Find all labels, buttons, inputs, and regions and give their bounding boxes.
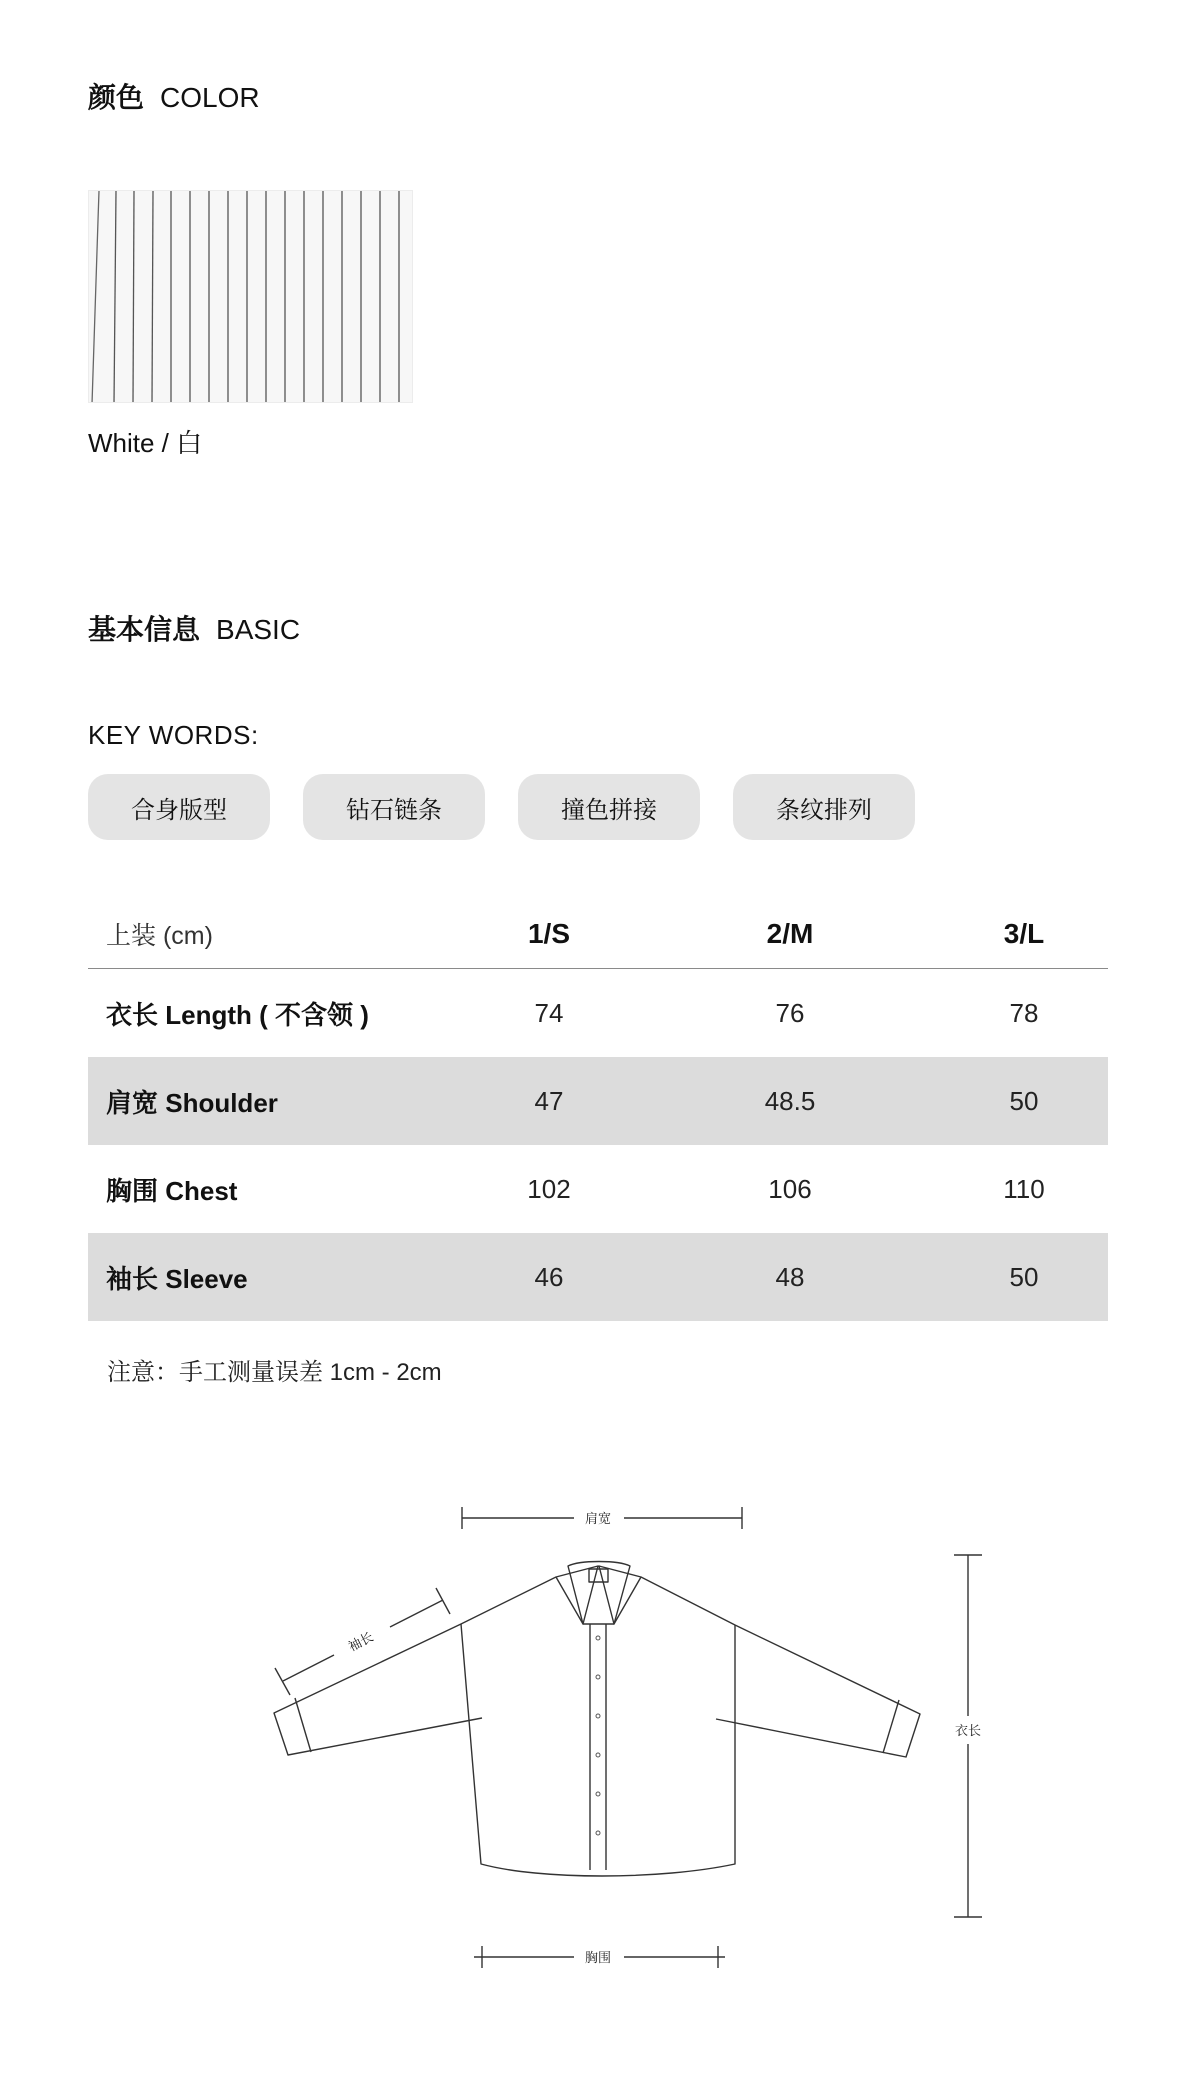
basic-section-title <box>88 608 300 648</box>
color-title-en: COLOR <box>160 82 260 113</box>
chest-label: 胸围 <box>584 1950 612 1965</box>
color-title-cn: 颜色 <box>88 82 145 113</box>
row-label: 衣长 Length ( 不含领 ) <box>106 999 369 1030</box>
table-row <box>88 1233 1108 1321</box>
length-label: 衣长 <box>954 1723 982 1738</box>
cell-value: 48.5 <box>764 1085 816 1116</box>
cell-value: 47 <box>534 1085 564 1116</box>
stripe-pattern <box>89 191 413 403</box>
cell-value: 78 <box>1009 997 1039 1028</box>
table-row <box>88 1057 1108 1145</box>
row-label: 肩宽 Shoulder <box>106 1087 278 1118</box>
header-size-m: 2/M <box>766 918 814 949</box>
keyword-tags <box>88 774 915 840</box>
shirt-buttons <box>596 1636 600 1835</box>
color-section-title <box>88 76 260 116</box>
table-header <box>88 900 1108 969</box>
cell-value: 76 <box>775 997 805 1028</box>
basic-title-cn: 基本信息 <box>88 614 201 645</box>
shoulder-label: 肩宽 <box>584 1511 612 1526</box>
table-row <box>88 1145 1108 1233</box>
size-table <box>88 900 1108 1321</box>
cell-value: 48 <box>775 1261 805 1292</box>
basic-title-en: BASIC <box>216 614 301 645</box>
shirt-measurement-diagram <box>0 1480 1200 2000</box>
header-unit: 上装 (cm) <box>106 922 213 950</box>
keyword-tag[interactable]: 钻石链条 <box>303 774 485 840</box>
keyword-tag[interactable]: 条纹排列 <box>733 774 915 840</box>
shirt-outline <box>274 1562 920 1877</box>
swatch-label: White / 白 <box>88 428 203 458</box>
sleeve-label: 袖长 <box>345 1628 376 1655</box>
table-row <box>88 969 1108 1057</box>
cell-value: 46 <box>534 1261 564 1292</box>
cell-value: 50 <box>1009 1085 1039 1116</box>
cell-value: 110 <box>1003 1173 1045 1204</box>
keyword-tag[interactable]: 合身版型 <box>88 774 270 840</box>
cell-value: 74 <box>534 997 564 1028</box>
header-size-s: 1/S <box>527 918 571 949</box>
color-swatch-white[interactable] <box>88 190 413 403</box>
row-label: 胸围 Chest <box>106 1175 238 1206</box>
row-label: 袖长 Sleeve <box>106 1263 248 1294</box>
measurement-note: 注意：手工测量误差 1cm - 2cm <box>107 1359 442 1386</box>
cell-value: 106 <box>768 1173 812 1204</box>
keyword-tag[interactable]: 撞色拼接 <box>518 774 700 840</box>
header-size-l: 3/L <box>1003 918 1045 949</box>
cell-value: 50 <box>1009 1261 1039 1292</box>
keywords-label: KEY WORDS: <box>88 720 259 750</box>
cell-value: 102 <box>527 1173 571 1204</box>
